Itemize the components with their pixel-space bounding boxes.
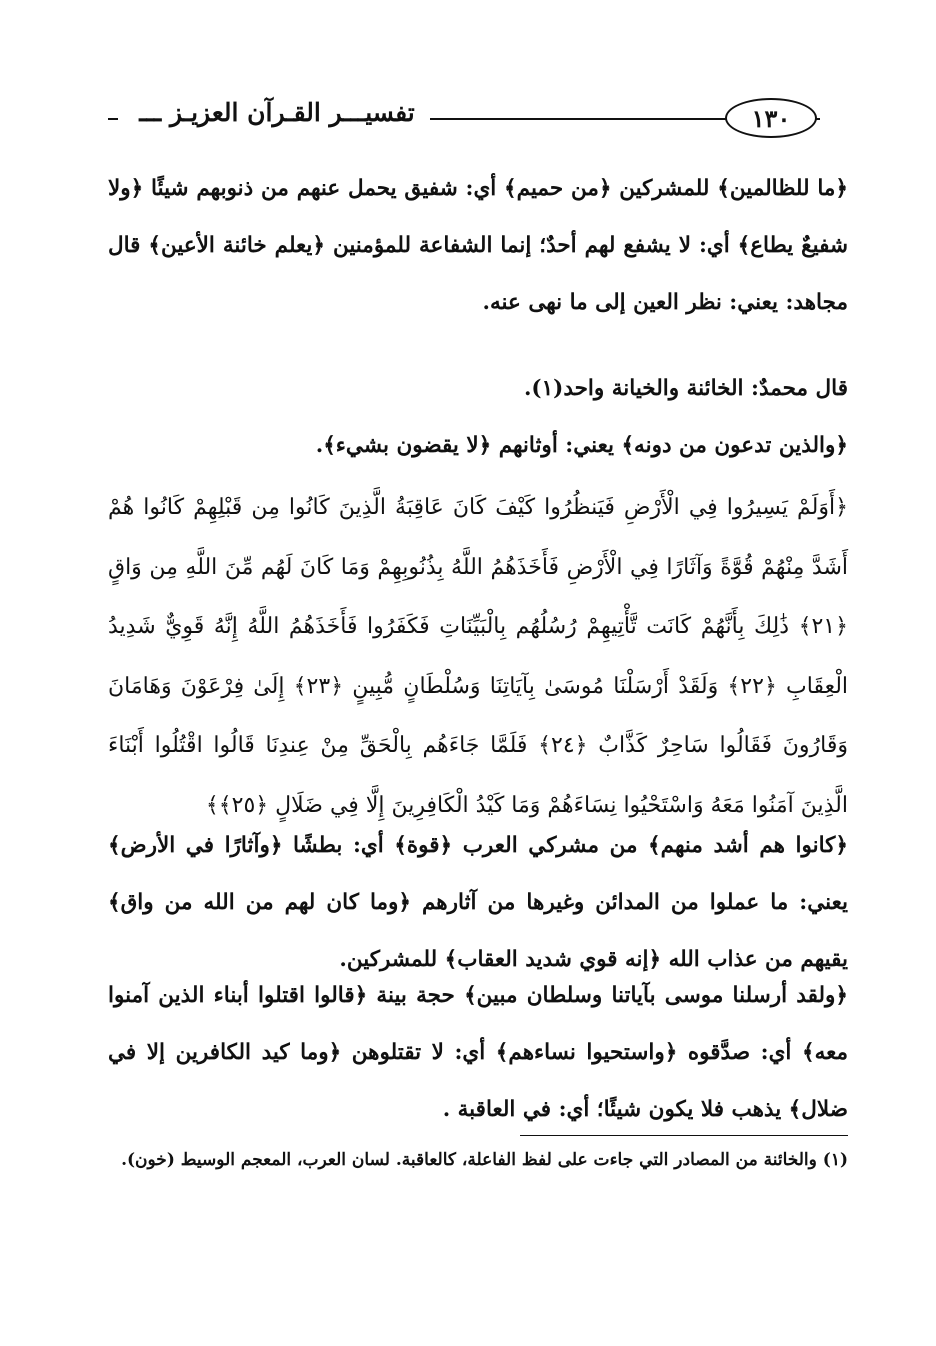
header-rule-left [108,118,118,120]
quran-verses-block: ﴿أَوَلَمْ يَسِيرُوا فِي الْأَرْضِ فَيَنظُرُوا كَيْفَ كَانَ عَاقِبَةُ الَّذِينَ كَانُوا مِن قَبْلِهِمْ كَانُوا هُمْ أَشَدَّ مِنْهُمْ قُوَّةً وَآثَارًا فِي الْأَرْضِ فَأَخَذَهُمُ اللَّهُ بِذُنُوبِهِمْ وَمَا كَانَ لَهُم مِّنَ اللَّهِ مِن وَاقٍ ﴿٢١﴾ ذَٰلِكَ بِأَنَّهُمْ كَانَت تَّأْتِيهِمْ رُسُلُهُم بِالْبَيِّنَاتِ فَكَفَرُوا فَأَخَذَهُمُ اللَّهُ إِنَّهُ قَوِيٌّ شَدِيدُ الْعِقَابِ ﴿٢٢﴾ وَلَقَدْ أَرْسَلْنَا مُوسَىٰ بِآيَاتِنَا وَسُلْطَانٍ مُّبِينٍ ﴿٢٣﴾ إِلَىٰ فِرْعَوْنَ وَهَامَانَ وَقَارُونَ فَقَالُوا سَاحِرٌ كَذَّابٌ ﴿٢٤﴾ فَلَمَّا جَاءَهُم بِالْحَقِّ مِنْ عِندِنَا قَالُوا اقْتُلُوا أَبْنَاءَ الَّذِينَ آمَنُوا مَعَهُ وَاسْتَحْيُوا نِسَاءَهُمْ وَمَا كَيْدُ الْكَافِرِينَ إِلَّا فِي ضَلَالٍ ﴿٢٥﴾﴾ [108,495,849,818]
commentary-paragraph-2: قال محمدٌ: الخائنة والخيانة واحد(١). [523,376,848,401]
page-header [108,92,848,142]
footnote: (١) والخائنة من المصادر التي جاءت على لفظ الفاعلة، كالعاقبة. لسان العرب، المعجم الوسيط (خون). [121,1150,848,1170]
commentary-paragraph-4: ﴿كانوا هم أشد منهم﴾ من مشركي العرب ﴿قوة﴾ أي: بطشًا ﴿وآثارًا في الأرض﴾ يعني: ما عملوا من المدائن وغيرها من آثارهم ﴿وما كان لهم من الله من واق﴾ يقيهم من عذاب الله ﴿إنه قوي شديد العقاب﴾ للمشركين. [108,833,848,972]
running-title: تفسيـــر القـرآن العزيـز ـــ [139,98,415,127]
footnote-divider [520,1135,848,1136]
commentary-paragraph-5: ﴿ولقد أرسلنا موسى بآياتنا وسلطان مبين﴾ حجة بينة ﴿قالوا اقتلوا أبناء الذين آمنوا معه﴾ أي: صدَّقوه ﴿واستحيوا نساءهم﴾ أي: لا تقتلوهن ﴿وما كيد الكافرين إلا في ضلال﴾ يذهب فلا يكون شيئًا؛ أي: في العاقبة . [108,983,848,1122]
commentary-paragraph-1: ﴿ما للظالمين﴾ للمشركين ﴿من حميم﴾ أي: شفيق يحمل عنهم من ذنوبهم شيئًا ﴿ولا شفيعٌ يطاع﴾ أي: لا يشفع لهم أحدٌ؛ إنما الشفاعة للمؤمنين ﴿يعلم خائنة الأعين﴾ قال مجاهد: يعني: نظر العين إلى ما نهى عنه. [108,176,848,315]
commentary-paragraph-3: ﴿والذين تدعون من دونه﴾ يعني: أوثانهم ﴿لا يقضون بشيء﴾. [315,433,848,458]
page-number: ١٣٠ [725,98,817,138]
